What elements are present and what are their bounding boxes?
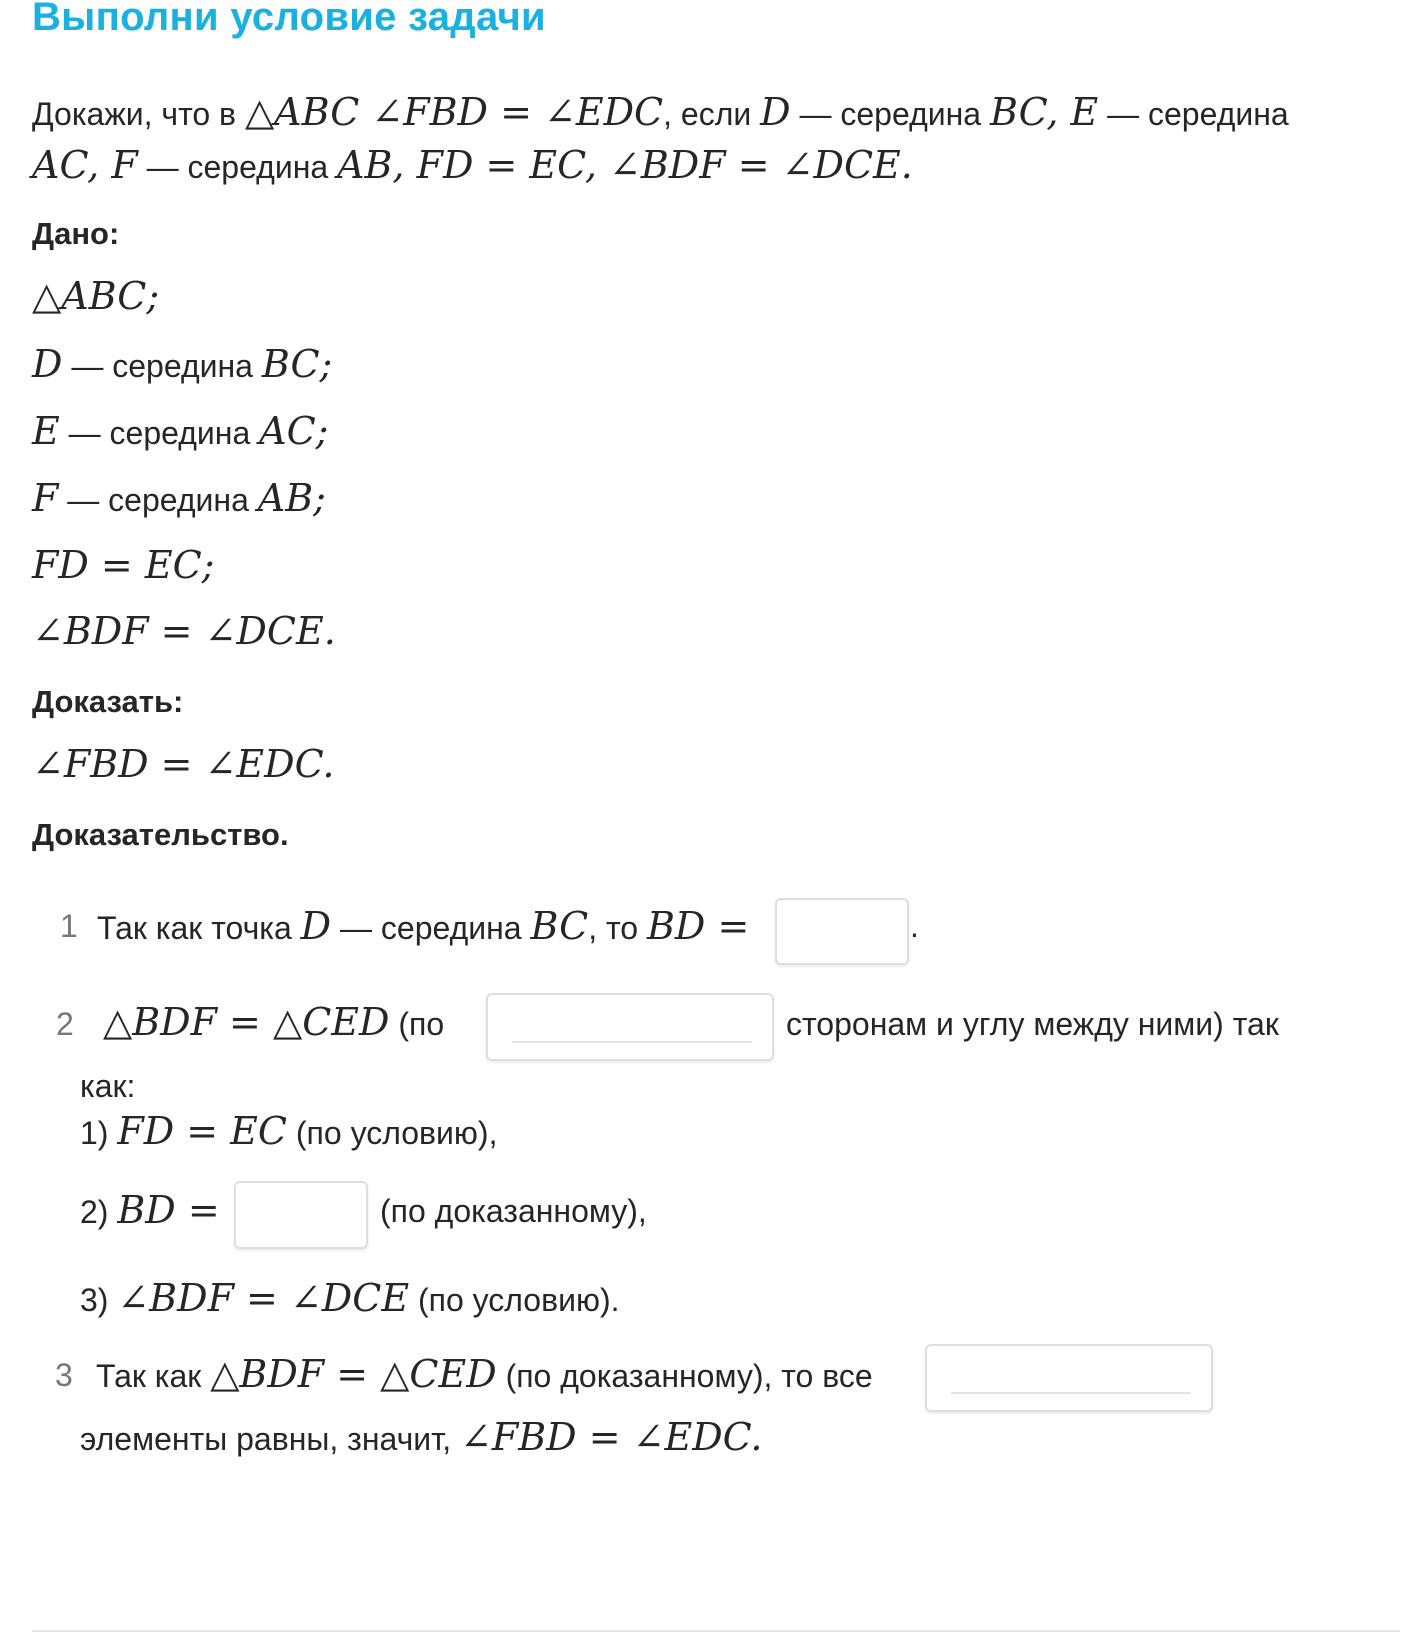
statement-text: — середина [1098, 96, 1289, 132]
given-item [32, 276, 159, 318]
proof-label: Доказательство. [32, 817, 289, 852]
step-2-text-continued: сторонам и углу между ними) так [786, 1006, 1279, 1042]
given-text: — середина [62, 348, 262, 384]
step-text: Так как [96, 1358, 211, 1394]
sub-text: (по условию). [409, 1282, 620, 1318]
given-text: — середина [58, 482, 258, 518]
step-math: D [300, 904, 332, 948]
given-math: △ABC; [32, 274, 160, 318]
given-math: D [32, 342, 63, 386]
answer-input-bd-1[interactable] [775, 898, 909, 965]
sub-math: BD = [117, 1188, 220, 1232]
step-text: , то [588, 910, 647, 946]
page-title: Выполни условие задачи [32, 0, 546, 39]
statement-text: , если [663, 96, 761, 132]
given-label: Дано: [32, 216, 120, 251]
statement-line-2 [32, 145, 913, 187]
given-text: — середина [59, 415, 260, 451]
step-2-text [103, 1002, 444, 1044]
given-item [32, 545, 214, 587]
sub-prefix: 1) [80, 1115, 118, 1151]
step-text: (по [389, 1006, 445, 1042]
given-math: AB; [257, 476, 326, 520]
step-number: 1 [60, 908, 78, 944]
given-math: ∠BDF = ∠DCE. [32, 609, 336, 653]
step-math: △BDF = △CED [103, 1000, 390, 1044]
statement-text: Докажи, что в [32, 96, 245, 132]
answer-select-criterion[interactable] [486, 993, 774, 1061]
given-math: FD = EC; [32, 543, 215, 587]
step-math: BD = [646, 904, 750, 948]
step-2-text-wrap: как: [80, 1068, 136, 1104]
sub-text: (по доказанному), [380, 1193, 647, 1229]
step-math: △BDF = △CED [210, 1352, 497, 1396]
sub-text: (по условию), [287, 1115, 498, 1151]
step-2-sub-2 [80, 1190, 220, 1232]
step-3-text-wrap [80, 1417, 762, 1459]
step-math: BC [530, 904, 589, 948]
sub-math: ∠BDF = ∠DCE [117, 1276, 410, 1320]
given-item [32, 611, 336, 653]
statement-math: AC, F [32, 143, 138, 187]
bottom-divider [32, 1630, 1400, 1632]
sub-prefix: 3) [80, 1282, 118, 1318]
statement-math: △ABC ∠FBD = ∠EDC [244, 90, 664, 134]
answer-select-elements[interactable] [925, 1344, 1213, 1412]
step-2-sub-3 [80, 1278, 620, 1320]
given-math: E [32, 409, 60, 453]
statement-text: — середина [137, 149, 338, 185]
sub-prefix: 2) [80, 1194, 118, 1230]
step-text: — середина [331, 910, 531, 946]
step-text: (по доказанному), то все [496, 1358, 873, 1394]
step-1-text [97, 906, 749, 948]
step-text: Так как точка [97, 910, 301, 946]
step-number: 2 [56, 1006, 74, 1042]
given-item [32, 344, 332, 386]
prove-label: Доказать: [32, 684, 184, 719]
given-math: F [32, 476, 59, 520]
step-2-sub-1 [80, 1111, 497, 1153]
given-item [32, 411, 328, 453]
given-math: AC; [259, 409, 329, 453]
step-text: элементы равны, значит, [80, 1421, 461, 1457]
given-item [32, 478, 326, 520]
statement-math: BC, E [989, 90, 1099, 134]
statement-math: AB, FD = EC, ∠BDF = ∠DCE. [337, 143, 913, 187]
answer-input-bd-2[interactable] [234, 1181, 368, 1249]
prove-math: ∠FBD = ∠EDC. [32, 742, 335, 786]
sub-math: FD = EC [117, 1109, 287, 1153]
step-number: 3 [55, 1357, 73, 1393]
step-math: ∠FBD = ∠EDC. [460, 1415, 763, 1459]
statement-text: — середина [790, 96, 990, 132]
prove-statement [32, 744, 334, 786]
statement-line-1 [32, 92, 1289, 134]
statement-math: D [760, 90, 791, 134]
given-math: BC; [261, 342, 333, 386]
step-1-period: . [910, 908, 919, 944]
step-3-text [96, 1354, 873, 1396]
